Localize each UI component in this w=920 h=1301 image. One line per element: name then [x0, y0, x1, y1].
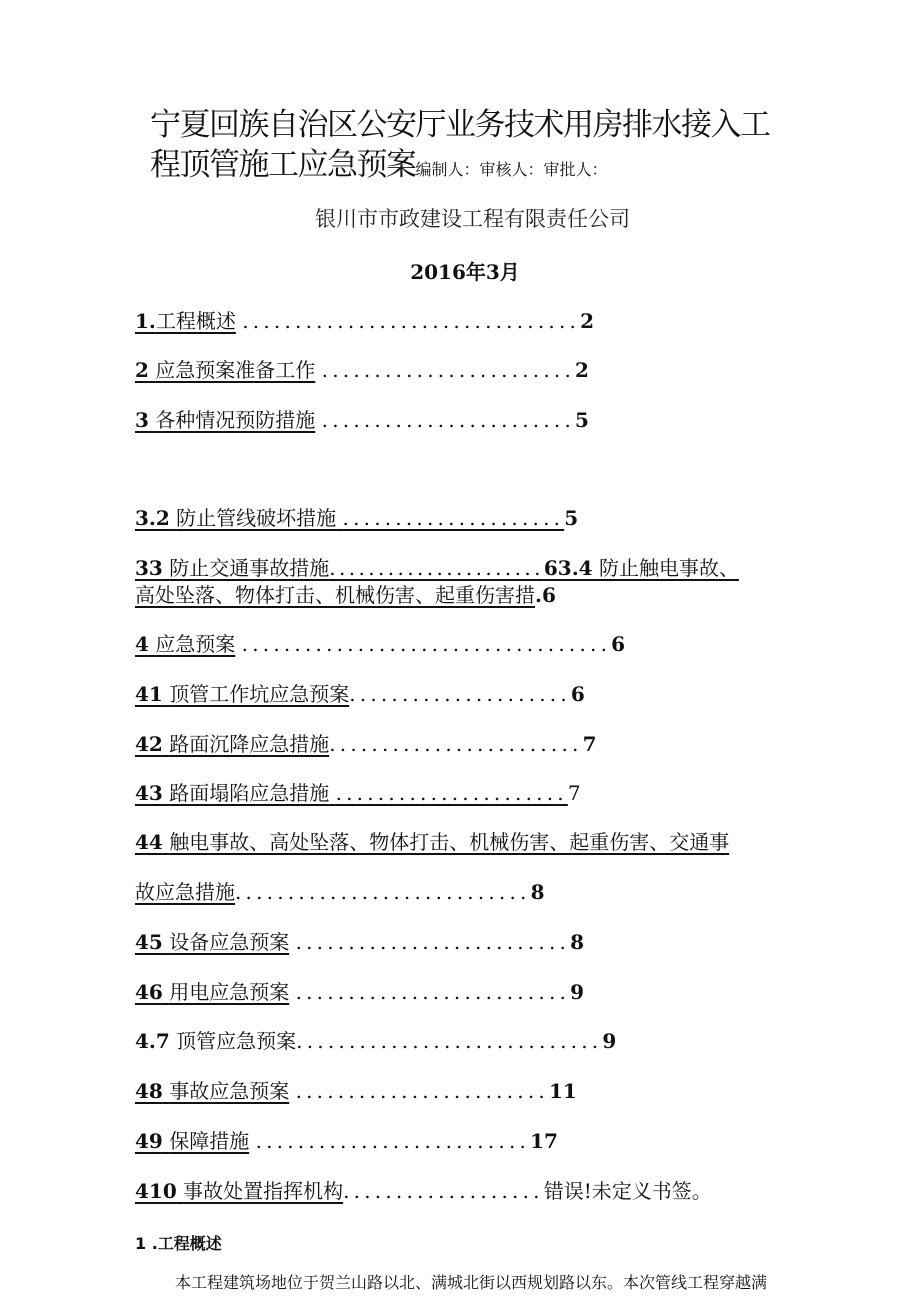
- toc-number: 1.: [135, 309, 156, 333]
- toc-page: 2: [580, 309, 595, 333]
- toc-label: 用电应急预案: [169, 980, 290, 1004]
- toc-leader: ...................................: [241, 632, 612, 656]
- title-line-1: 宁夏回族自治区公安厅业务技术用房排水接入工: [150, 107, 770, 143]
- toc-leader: ..........................: [295, 980, 571, 1004]
- toc-page: 11: [548, 1079, 577, 1103]
- toc-label: 应急预案: [155, 632, 236, 656]
- toc-leader: ........................: [295, 1079, 549, 1103]
- toc-label: 保障措施: [169, 1129, 250, 1153]
- toc-leader: ........................: [321, 358, 576, 382]
- toc-label: 顶管应急预案: [176, 1029, 297, 1053]
- toc-number: 2: [135, 358, 149, 382]
- toc-entry[interactable]: [135, 1178, 712, 1204]
- toc-leader: ..........................: [255, 1129, 531, 1153]
- toc-number: 33: [135, 556, 163, 580]
- title-line-2: [150, 145, 850, 190]
- toc-page: 17: [530, 1129, 558, 1153]
- toc-entry-continuation[interactable]: [135, 582, 556, 608]
- toc-number: 3.2: [135, 506, 170, 530]
- toc-number: 44: [135, 830, 163, 854]
- toc-page: .6: [535, 583, 556, 607]
- toc-number: 46: [135, 980, 163, 1004]
- title-line-2-text: 程顶管施工应急预案: [150, 147, 416, 183]
- toc-entry[interactable]: [135, 505, 578, 531]
- toc-label: 高处坠落、物体打击、机械伤害、起重伤害措: [135, 583, 535, 607]
- toc-page: 8: [530, 880, 545, 904]
- toc-entry[interactable]: [135, 1028, 616, 1054]
- toc-number: 41: [135, 682, 163, 706]
- title-meta: 编制人：审核人：审批人：: [415, 160, 608, 179]
- document-date: 2016年3月: [410, 260, 520, 284]
- toc-page: 9: [570, 980, 584, 1004]
- toc-label: 事故处置指挥机构: [183, 1179, 344, 1203]
- toc-entry[interactable]: [135, 631, 625, 657]
- toc-page: 6: [570, 682, 585, 706]
- toc-number: 4.7: [135, 1029, 170, 1053]
- toc-leader: ...................: [343, 1179, 544, 1203]
- toc-entry[interactable]: [135, 1078, 577, 1104]
- toc-leader: .....................: [349, 682, 571, 706]
- toc-leader: ............................: [235, 880, 531, 904]
- toc-label: 触电事故、高处坠落、物体打击、机械伤害、起重伤害、交通事: [169, 830, 730, 854]
- toc-entry[interactable]: [135, 929, 584, 955]
- toc-entry[interactable]: [135, 780, 581, 806]
- toc-entry[interactable]: [135, 308, 594, 334]
- toc-label: 顶管工作坑应急预案: [169, 682, 350, 706]
- toc-number: 49: [135, 1129, 163, 1153]
- toc-label-tail: 防止触电事故、: [598, 556, 739, 580]
- section-heading: 1 .工程概述: [135, 1234, 222, 1253]
- toc-page: 7: [582, 732, 597, 756]
- toc-number: 4: [135, 632, 149, 656]
- toc-entry[interactable]: [135, 829, 729, 855]
- toc-page: 8: [570, 930, 584, 954]
- toc-label: 路面沉降应急措施: [169, 732, 330, 756]
- toc-leader: ......................: [329, 556, 544, 580]
- toc-number: 42: [135, 732, 163, 756]
- toc-page: 5: [564, 506, 579, 530]
- toc-leader: ........................: [321, 408, 576, 432]
- toc-label: 防止管线破坏措施: [176, 506, 337, 530]
- toc-entry-continuation[interactable]: [135, 879, 545, 905]
- toc-leader: ................................: [242, 309, 581, 333]
- toc-number: 3: [135, 408, 149, 432]
- toc-label: 故应急措施: [135, 880, 235, 904]
- toc-page: 5: [575, 408, 589, 432]
- toc-leader: .....................: [342, 506, 565, 530]
- toc-label: 设备应急预案: [169, 930, 290, 954]
- toc-label: 事故应急预案: [169, 1079, 290, 1103]
- toc-entry[interactable]: [135, 1128, 558, 1154]
- company-name: 银川市市政建设工程有限责任公司: [315, 207, 630, 231]
- toc-number: 410: [135, 1179, 177, 1203]
- toc-entry[interactable]: [135, 681, 585, 707]
- toc-number: 43: [135, 781, 163, 805]
- toc-leader: ......................: [335, 781, 568, 805]
- toc-leader: ........................: [329, 732, 583, 756]
- toc-label: 应急预案准备工作: [155, 358, 316, 382]
- toc-label: 工程概述: [155, 309, 236, 333]
- toc-number: 45: [135, 930, 163, 954]
- toc-entry[interactable]: [135, 979, 584, 1005]
- toc-page: 6: [611, 632, 626, 656]
- toc-page: 9: [602, 1029, 617, 1053]
- toc-page: 错误!未定义书签。: [543, 1179, 712, 1203]
- toc-entry[interactable]: [135, 407, 589, 433]
- toc-entry[interactable]: [135, 357, 589, 383]
- toc-leader: ..........................: [295, 930, 571, 954]
- toc-page: 63.4: [543, 556, 593, 580]
- toc-label: 各种情况预防措施: [155, 408, 316, 432]
- toc-page: 7: [567, 781, 581, 805]
- document-title: [150, 105, 850, 190]
- body-paragraph: 本工程建筑场地位于贺兰山路以北、满城北街以西规划路以东。本次管线工程穿越满: [175, 1273, 768, 1292]
- toc-label: 路面塌陷应急措施: [169, 781, 330, 805]
- toc-entry[interactable]: [135, 731, 597, 757]
- toc-page: 2: [575, 358, 589, 382]
- toc-leader: .............................: [296, 1029, 603, 1053]
- toc-number: 48: [135, 1079, 163, 1103]
- toc-entry[interactable]: [135, 555, 739, 581]
- toc-label: 防止交通事故措施: [169, 556, 330, 580]
